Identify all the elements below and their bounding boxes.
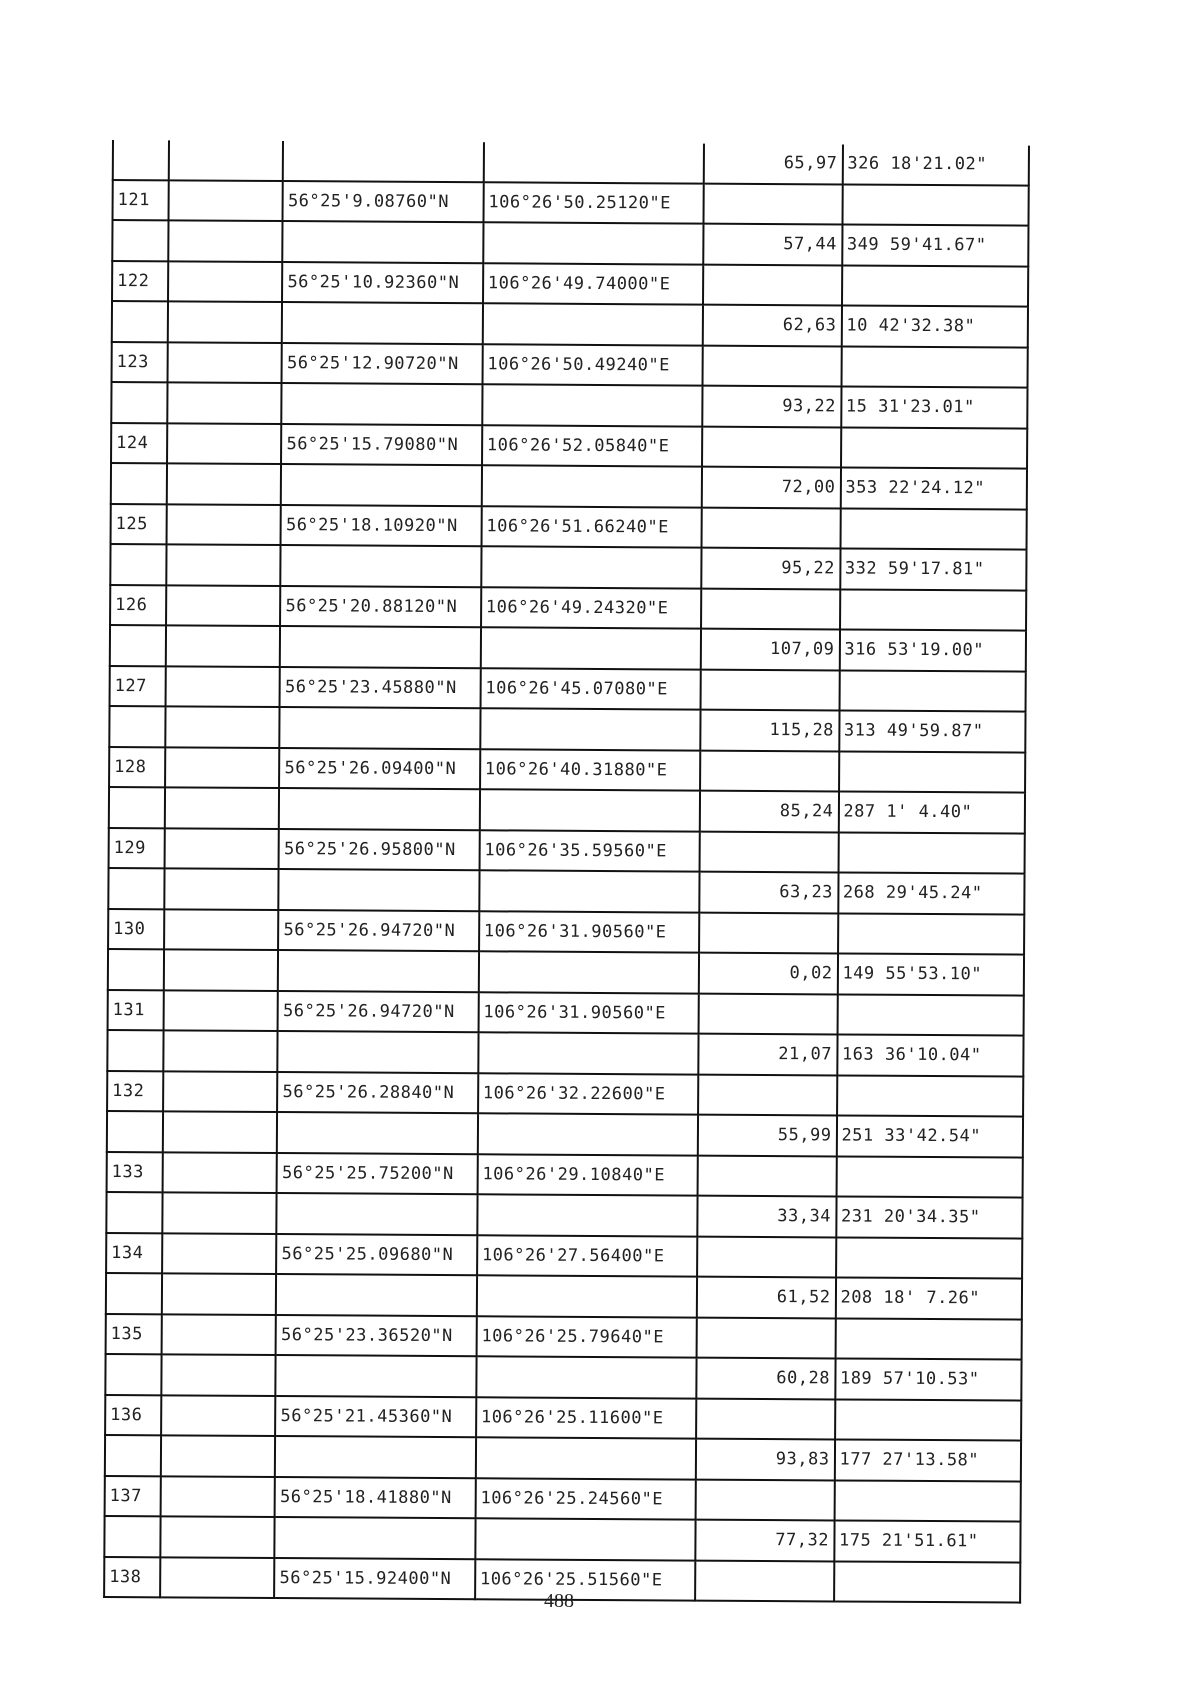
direction-angle-cell [835, 1318, 1022, 1360]
latitude-cell: 56°25'23.36520"N [276, 1315, 477, 1357]
latitude-cell [278, 1031, 479, 1073]
point-number-cell [109, 787, 165, 828]
latitude-cell [282, 383, 483, 425]
point-number-cell: 134 [106, 1232, 162, 1273]
longitude-cell [481, 546, 702, 588]
table-row-segment [106, 1192, 1022, 1238]
direction-angle-cell: 313 49'59.87" [839, 710, 1026, 752]
table-row-point [108, 989, 1024, 1035]
distance-cell [696, 1398, 835, 1439]
latitude-cell: 56°25'12.90720"N [282, 343, 483, 385]
latitude-cell [283, 221, 484, 263]
point-number-cell [106, 1192, 162, 1233]
distance-cell: 60,28 [697, 1358, 836, 1399]
point-number-cell [106, 1273, 162, 1314]
table-row-point [106, 1232, 1022, 1278]
empty-cell [161, 1435, 275, 1476]
point-number-cell: 133 [107, 1151, 163, 1192]
table-row-segment [105, 1435, 1021, 1481]
distance-cell [698, 1074, 837, 1115]
longitude-cell [484, 142, 705, 183]
longitude-cell [478, 1032, 699, 1074]
longitude-cell [476, 1437, 697, 1479]
distance-cell: 85,24 [700, 791, 839, 832]
coordinates-table-body [104, 140, 1029, 1603]
direction-angle-cell [840, 508, 1027, 550]
point-number-cell [107, 1030, 163, 1071]
direction-angle-cell [837, 1075, 1024, 1117]
latitude-cell: 56°25'15.79080"N [281, 424, 482, 466]
longitude-cell [478, 1113, 699, 1155]
point-number-cell: 131 [108, 989, 164, 1030]
empty-cell [162, 1314, 276, 1355]
empty-cell [165, 828, 279, 869]
point-number-cell [111, 463, 167, 504]
empty-cell [168, 301, 282, 342]
distance-cell: 115,28 [701, 710, 840, 751]
longitude-cell: 106°26'45.07080"E [480, 668, 701, 710]
table-row-point [105, 1475, 1021, 1521]
direction-angle-cell: 10 42'32.38" [841, 305, 1028, 347]
latitude-cell: 56°25'18.41880"N [275, 1477, 476, 1519]
empty-cell [164, 990, 278, 1031]
table-row-point [108, 908, 1024, 954]
distance-cell: 93,22 [703, 386, 842, 427]
empty-cell [165, 747, 279, 788]
latitude-cell: 56°25'26.09400"N [279, 748, 480, 790]
latitude-cell [281, 464, 482, 506]
latitude-cell [279, 788, 480, 830]
latitude-cell: 56°25'26.95800"N [279, 829, 480, 871]
direction-angle-cell: 326 18'21.02" [842, 144, 1029, 185]
latitude-cell [276, 1274, 477, 1316]
table-row-segment [106, 1273, 1022, 1319]
table-row-point [107, 1070, 1023, 1116]
latitude-cell [277, 1112, 478, 1154]
direction-angle-cell: 353 22'24.12" [840, 467, 1027, 509]
longitude-cell [477, 1194, 698, 1236]
empty-cell [169, 140, 283, 180]
table-row-point [110, 665, 1026, 711]
point-number-cell: 126 [110, 584, 166, 625]
point-number-cell: 125 [111, 503, 167, 544]
empty-cell [168, 220, 282, 261]
direction-angle-cell: 287 1' 4.40" [838, 791, 1025, 833]
distance-cell [697, 1236, 836, 1277]
distance-cell [696, 1479, 835, 1520]
table-row-segment [111, 382, 1027, 428]
distance-cell [699, 912, 838, 953]
table-row-point [109, 746, 1025, 792]
latitude-cell [280, 707, 481, 749]
empty-cell [163, 1071, 277, 1112]
table-row-segment [104, 1516, 1020, 1562]
distance-cell: 0,02 [699, 953, 838, 994]
distance-cell: 55,99 [698, 1115, 837, 1156]
table-row-point [105, 1394, 1021, 1440]
table-row-segment [112, 301, 1028, 347]
longitude-cell [483, 222, 704, 264]
latitude-cell: 56°25'26.94720"N [278, 991, 479, 1033]
empty-cell [165, 706, 279, 747]
longitude-cell: 106°26'50.25120"E [483, 182, 704, 224]
longitude-cell [480, 789, 701, 831]
empty-cell [164, 949, 278, 990]
table-row-segment [107, 1111, 1023, 1157]
distance-cell [701, 669, 840, 710]
distance-cell [700, 750, 839, 791]
empty-cell [166, 544, 280, 585]
table-row-segment [110, 625, 1026, 671]
longitude-cell [481, 627, 702, 669]
point-number-cell [112, 220, 168, 261]
distance-cell [698, 1155, 837, 1196]
longitude-cell: 106°26'25.51560"E [475, 1559, 696, 1601]
point-number-cell: 123 [112, 342, 168, 383]
distance-cell [702, 426, 841, 467]
point-number-cell [113, 140, 169, 180]
direction-angle-cell [842, 184, 1029, 226]
table-row-point [106, 1313, 1022, 1359]
table-row-point [112, 261, 1028, 307]
empty-cell [168, 261, 282, 302]
latitude-cell: 56°25'9.08760"N [283, 181, 484, 223]
direction-angle-cell [840, 589, 1027, 631]
distance-cell [700, 831, 839, 872]
direction-angle-cell: 149 55'53.10" [837, 953, 1024, 995]
table-row-segment [105, 1354, 1021, 1400]
latitude-cell: 56°25'26.94720"N [278, 910, 479, 952]
table-row-segment [109, 706, 1025, 752]
latitude-cell [282, 302, 483, 344]
longitude-cell [479, 951, 700, 993]
longitude-cell [480, 708, 701, 750]
page-number: 488 [544, 1590, 574, 1612]
longitude-cell [475, 1518, 696, 1560]
table-row-segment [107, 1030, 1023, 1076]
empty-cell [163, 1030, 277, 1071]
direction-angle-cell: 163 36'10.04" [837, 1034, 1024, 1076]
table-row-point [110, 584, 1026, 630]
latitude-cell [275, 1436, 476, 1478]
empty-cell [162, 1233, 276, 1274]
table-row-point [113, 180, 1029, 226]
distance-cell: 72,00 [702, 467, 841, 508]
distance-cell [704, 183, 843, 224]
point-number-cell [110, 544, 166, 585]
table-row-point [112, 342, 1028, 388]
point-number-cell: 122 [112, 261, 168, 302]
latitude-cell [278, 950, 479, 992]
distance-cell: 77,32 [696, 1520, 835, 1561]
empty-cell [167, 463, 281, 504]
distance-cell: 63,23 [700, 872, 839, 913]
latitude-cell: 56°25'26.28840"N [277, 1072, 478, 1114]
direction-angle-cell: 15 31'23.01" [841, 386, 1028, 428]
distance-cell: 21,07 [699, 1034, 838, 1075]
table-row-point [107, 1151, 1023, 1197]
coordinates-table [103, 140, 1030, 1604]
point-number-cell: 130 [108, 908, 164, 949]
point-number-cell: 136 [105, 1394, 161, 1435]
direction-angle-cell [836, 1237, 1023, 1279]
empty-cell [167, 423, 281, 464]
point-number-cell: 129 [109, 827, 165, 868]
longitude-cell [482, 465, 703, 507]
distance-cell: 93,83 [696, 1439, 835, 1480]
direction-angle-cell: 268 29'45.24" [838, 872, 1025, 914]
empty-cell [167, 382, 281, 423]
empty-cell [161, 1476, 275, 1517]
direction-angle-cell [836, 1156, 1023, 1198]
longitude-cell: 106°26'50.49240"E [482, 344, 703, 386]
longitude-cell: 106°26'27.56400"E [477, 1235, 698, 1277]
longitude-cell [476, 1356, 697, 1398]
longitude-cell: 106°26'52.05840"E [482, 425, 703, 467]
point-number-cell: 132 [107, 1070, 163, 1111]
distance-cell [701, 588, 840, 629]
latitude-cell: 56°25'23.45880"N [280, 667, 481, 709]
latitude-cell [279, 869, 480, 911]
longitude-cell: 106°26'31.90560"E [478, 992, 699, 1034]
latitude-cell: 56°25'18.10920"N [281, 505, 482, 547]
table-row-segment [110, 544, 1026, 590]
table-row-segment [108, 949, 1024, 995]
point-number-cell [109, 706, 165, 747]
point-number-cell [112, 301, 168, 342]
direction-angle-cell [838, 913, 1025, 955]
latitude-cell: 56°25'21.45360"N [275, 1396, 476, 1438]
distance-cell: 107,09 [701, 629, 840, 670]
empty-cell [165, 787, 279, 828]
direction-angle-cell [839, 670, 1026, 712]
direction-angle-cell [835, 1399, 1022, 1441]
direction-angle-cell: 231 20'34.35" [836, 1196, 1023, 1238]
table-row-segment [108, 868, 1024, 914]
table-row-segment [112, 220, 1028, 266]
empty-cell [164, 868, 278, 909]
longitude-cell: 106°26'32.22600"E [478, 1073, 699, 1115]
empty-cell [162, 1192, 276, 1233]
table-row-segment [111, 463, 1027, 509]
latitude-cell: 56°25'15.92400"N [274, 1558, 475, 1600]
table-row-point [111, 503, 1027, 549]
table-row-point [111, 423, 1027, 469]
latitude-cell [275, 1517, 476, 1559]
longitude-cell: 106°26'25.79640"E [476, 1316, 697, 1358]
point-number-cell [108, 949, 164, 990]
direction-angle-cell [834, 1480, 1021, 1522]
distance-cell: 61,52 [697, 1277, 836, 1318]
distance-cell: 65,97 [704, 144, 843, 184]
empty-cell [169, 180, 283, 221]
empty-cell [164, 909, 278, 950]
direction-angle-cell: 189 57'10.53" [835, 1358, 1022, 1400]
longitude-cell: 106°26'31.90560"E [479, 911, 700, 953]
empty-cell [161, 1354, 275, 1395]
empty-cell [162, 1273, 276, 1314]
direction-angle-cell: 349 59'41.67" [842, 224, 1029, 266]
longitude-cell: 106°26'35.59560"E [479, 830, 700, 872]
direction-angle-cell [842, 265, 1029, 307]
direction-angle-cell: 332 59'17.81" [840, 548, 1027, 590]
longitude-cell: 106°26'40.31880"E [480, 749, 701, 791]
distance-cell [703, 264, 842, 305]
point-number-cell: 121 [113, 180, 169, 221]
point-number-cell: 135 [106, 1313, 162, 1354]
latitude-cell: 56°25'20.88120"N [280, 586, 481, 628]
latitude-cell [283, 141, 484, 182]
empty-cell [166, 666, 280, 707]
distance-cell [702, 507, 841, 548]
empty-cell [161, 1395, 275, 1436]
longitude-cell: 106°26'29.10840"E [477, 1154, 698, 1196]
distance-cell [703, 345, 842, 386]
direction-angle-cell: 316 53'19.00" [839, 629, 1026, 671]
longitude-cell [477, 1275, 698, 1317]
direction-angle-cell [837, 994, 1024, 1036]
distance-cell [697, 1317, 836, 1358]
table-row-point [109, 827, 1025, 873]
point-number-cell [105, 1354, 161, 1395]
empty-cell [167, 504, 281, 545]
empty-cell [166, 585, 280, 626]
empty-cell [168, 342, 282, 383]
point-number-cell [105, 1435, 161, 1476]
point-number-cell [111, 382, 167, 423]
latitude-cell: 56°25'25.09680"N [276, 1234, 477, 1276]
latitude-cell: 56°25'25.75200"N [277, 1153, 478, 1195]
point-number-cell [110, 625, 166, 666]
distance-cell: 33,34 [698, 1196, 837, 1237]
table-row-segment [113, 140, 1029, 185]
point-number-cell [108, 868, 164, 909]
longitude-cell [483, 303, 704, 345]
latitude-cell: 56°25'10.92360"N [282, 262, 483, 304]
distance-cell [699, 993, 838, 1034]
distance-cell: 62,63 [703, 305, 842, 346]
direction-angle-cell [841, 346, 1028, 388]
empty-cell [160, 1516, 274, 1557]
longitude-cell [482, 384, 703, 426]
point-number-cell: 127 [110, 665, 166, 706]
distance-cell: 95,22 [702, 548, 841, 589]
point-number-cell: 138 [104, 1556, 160, 1597]
direction-angle-cell [841, 427, 1028, 469]
longitude-cell: 106°26'49.74000"E [483, 263, 704, 305]
longitude-cell: 106°26'49.24320"E [481, 587, 702, 629]
empty-cell [163, 1152, 277, 1193]
point-number-cell: 124 [111, 423, 167, 464]
direction-angle-cell: 208 18' 7.26" [835, 1277, 1022, 1319]
direction-angle-cell: 177 27'13.58" [834, 1439, 1021, 1481]
longitude-cell: 106°26'25.24560"E [475, 1478, 696, 1520]
table-row-segment [109, 787, 1025, 833]
direction-angle-cell: 251 33'42.54" [836, 1115, 1023, 1157]
latitude-cell [277, 1193, 478, 1235]
point-number-cell [107, 1111, 163, 1152]
direction-angle-cell [839, 751, 1026, 793]
point-number-cell: 137 [105, 1475, 161, 1516]
direction-angle-cell: 175 21'51.61" [834, 1520, 1021, 1562]
longitude-cell: 106°26'51.66240"E [481, 506, 702, 548]
latitude-cell [280, 626, 481, 668]
direction-angle-cell [838, 832, 1025, 874]
latitude-cell [281, 545, 482, 587]
distance-cell: 57,44 [704, 224, 843, 265]
empty-cell [166, 625, 280, 666]
point-number-cell: 128 [109, 746, 165, 787]
longitude-cell [479, 870, 700, 912]
point-number-cell [104, 1516, 160, 1557]
latitude-cell [276, 1355, 477, 1397]
longitude-cell: 106°26'25.11600"E [476, 1397, 697, 1439]
empty-cell [163, 1111, 277, 1152]
